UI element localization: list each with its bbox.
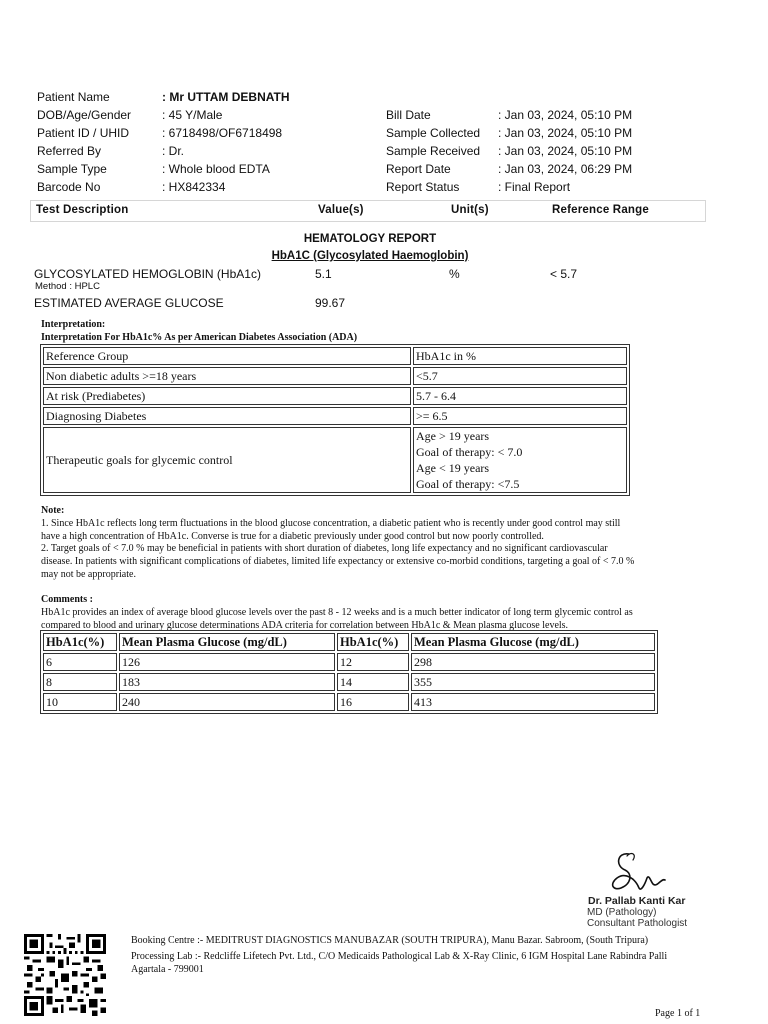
table-cell: Therapeutic goals for glycemic control <box>43 427 411 493</box>
sample-collected-value: : Jan 03, 2024, 05:10 PM <box>498 126 633 140</box>
report-subtitle: HbA1C (Glycosylated Haemoglobin) <box>271 250 469 262</box>
report-date-value: : Jan 03, 2024, 06:29 PM <box>498 162 633 176</box>
table-cell: Reference Group <box>43 347 411 365</box>
table-cell: 6 <box>43 653 117 671</box>
table-cell: 126 <box>119 653 335 671</box>
sample-collected-label: Sample Collected <box>386 126 481 140</box>
doctor-designation: Consultant Pathologist <box>587 918 688 929</box>
table-row <box>43 347 627 365</box>
report-title: HEMATOLOGY REPORT <box>303 233 437 245</box>
report-status-label: Report Status <box>386 180 460 194</box>
table-cell: 14 <box>337 673 409 691</box>
goal-line: Age > 19 years <box>416 429 490 443</box>
table-header-cell: Mean Plasma Glucose (mg/dL) <box>119 633 335 651</box>
goal-cell <box>413 427 627 493</box>
interpretation-heading: Interpretation: <box>41 319 106 330</box>
table-cell: 5.7 - 6.4 <box>413 387 627 405</box>
table-cell: 16 <box>337 693 409 711</box>
table-cell: 183 <box>119 673 335 691</box>
result-name: GLYCOSYLATED HEMOGLOBIN (HbA1c) <box>34 267 261 281</box>
note-section <box>41 505 634 582</box>
comments-section <box>41 594 633 632</box>
table-row <box>43 633 655 651</box>
comments-heading: Comments : <box>41 594 93 605</box>
bill-date-label: Bill Date <box>386 108 431 122</box>
table-cell: Non diabetic adults >=18 years <box>43 367 411 385</box>
doctor-qualification: MD (Pathology) <box>587 907 657 918</box>
result-unit: % <box>449 267 460 281</box>
goal-line: Age < 19 years <box>416 461 490 475</box>
table-row <box>43 693 655 711</box>
sample-received-value: : Jan 03, 2024, 05:10 PM <box>498 144 633 158</box>
table-cell: <5.7 <box>413 367 627 385</box>
table-cell: 240 <box>119 693 335 711</box>
note-heading: Note: <box>41 505 65 516</box>
doctor-signature <box>587 848 727 898</box>
table-cell: 298 <box>411 653 655 671</box>
table-header-cell: Mean Plasma Glucose (mg/dL) <box>411 633 655 651</box>
note-line: have a high concentration of HbA1c. Converse is true for a diabetic previously under good control but now poorly controlled. <box>41 530 544 542</box>
table-cell: >= 6.5 <box>413 407 627 425</box>
table-cell: HbA1c in % <box>413 347 627 365</box>
test-description-header: Test Description <box>36 204 129 216</box>
sample-type-label: Sample Type <box>37 162 107 176</box>
comments-line: HbA1c provides an index of average blood glucose levels over the past 8 - 12 weeks and is a much better indicator of long term glycemic control as <box>41 606 633 618</box>
table-cell: Diagnosing Diabetes <box>43 407 411 425</box>
note-line: 1. Since HbA1c reflects long term fluctuations in the blood glucose concentration, a diabetic patient who is recently under good control may still <box>41 517 621 529</box>
table-cell: 413 <box>411 693 655 711</box>
reference-range-header: Reference Range <box>552 204 649 216</box>
table-cell: 355 <box>411 673 655 691</box>
table-row <box>43 407 627 425</box>
dob-value: : 45 Y/Male <box>162 108 223 122</box>
barcode-value: : HX842334 <box>162 180 226 194</box>
qr-code <box>24 934 106 1016</box>
goal-line: Goal of therapy: < 7.0 <box>416 445 523 459</box>
doctor-name: Dr. Pallab Kanti Kar <box>588 895 686 907</box>
patient-id-value: : 6718498/OF6718498 <box>162 126 283 140</box>
table-cell: 8 <box>43 673 117 691</box>
note-line: 2. Target goals of < 7.0 % may be beneficial in patients with short duration of diabetes, long life expectancy and no significant cardiovascular <box>41 543 608 555</box>
result-value: 99.67 <box>315 296 346 310</box>
bill-date-value: : Jan 03, 2024, 05:10 PM <box>498 108 633 122</box>
result-reference: < 5.7 <box>550 267 578 281</box>
patient-id-label: Patient ID / UHID <box>37 126 130 140</box>
sample-type-value: : Whole blood EDTA <box>162 162 270 176</box>
note-line: may not be appropriate. <box>41 568 136 580</box>
patient-name-value: : Mr UTTAM DEBNATH <box>162 90 290 104</box>
processing-lab: Processing Lab :- Redcliffe Lifetech Pvt. Ltd., C/O Medicaids Pathological Lab & X-Ray Clinic, 6 IGM Hospital Lane Rabindra Palli <box>131 951 668 962</box>
referred-by-label: Referred By <box>37 144 102 158</box>
table-row <box>43 427 627 493</box>
note-line: disease. In patients with significant complications of diabetes, limited life expectancy or extensive co-morbid conditions, targeting a goal of < 7.0 % <box>41 556 635 568</box>
page-number: Page 1 of 1 <box>655 1008 701 1019</box>
table-cell: At risk (Prediabetes) <box>43 387 411 405</box>
result-name: ESTIMATED AVERAGE GLUCOSE <box>34 296 224 310</box>
comments-line: compared to blood and urinary glucose determinations ADA criteria for correlation between HbA1c & Mean plasma glucose levels. <box>41 619 569 631</box>
booking-centre: Booking Centre :- MEDITRUST DIAGNOSTICS MANUBAZAR (SOUTH TRIPURA), Manu Bazar. Sabroom, (South Tripura) <box>131 935 649 946</box>
report-status-value: : Final Report <box>498 180 571 194</box>
result-value: 5.1 <box>315 267 332 281</box>
table-row <box>43 653 655 671</box>
interpretation-subheading: Interpretation For HbA1c% As per American Diabetes Association (ADA) <box>41 332 358 343</box>
table-header-cell: HbA1c(%) <box>43 633 117 651</box>
report-date-label: Report Date <box>386 162 451 176</box>
glucose-correlation-table <box>40 630 658 714</box>
table-header-cell: HbA1c(%) <box>337 633 409 651</box>
result-method: Method : HPLC <box>35 281 100 292</box>
processing-lab-city: Agartala - 799001 <box>131 964 204 975</box>
dob-label: DOB/Age/Gender <box>37 108 132 122</box>
table-row <box>43 673 655 691</box>
table-row <box>43 367 627 385</box>
goal-line: Goal of therapy: <7.5 <box>416 477 520 491</box>
sample-received-label: Sample Received <box>386 144 481 158</box>
barcode-label: Barcode No <box>37 180 101 194</box>
table-row <box>43 387 627 405</box>
patient-name-label: Patient Name <box>37 90 110 104</box>
test-header-bar <box>30 200 706 222</box>
referred-by-value: : Dr. <box>162 144 185 158</box>
table-cell: 12 <box>337 653 409 671</box>
interpretation-table <box>40 344 630 496</box>
table-cell: 10 <box>43 693 117 711</box>
values-header: Value(s) <box>318 204 364 216</box>
units-header: Unit(s) <box>451 204 489 216</box>
